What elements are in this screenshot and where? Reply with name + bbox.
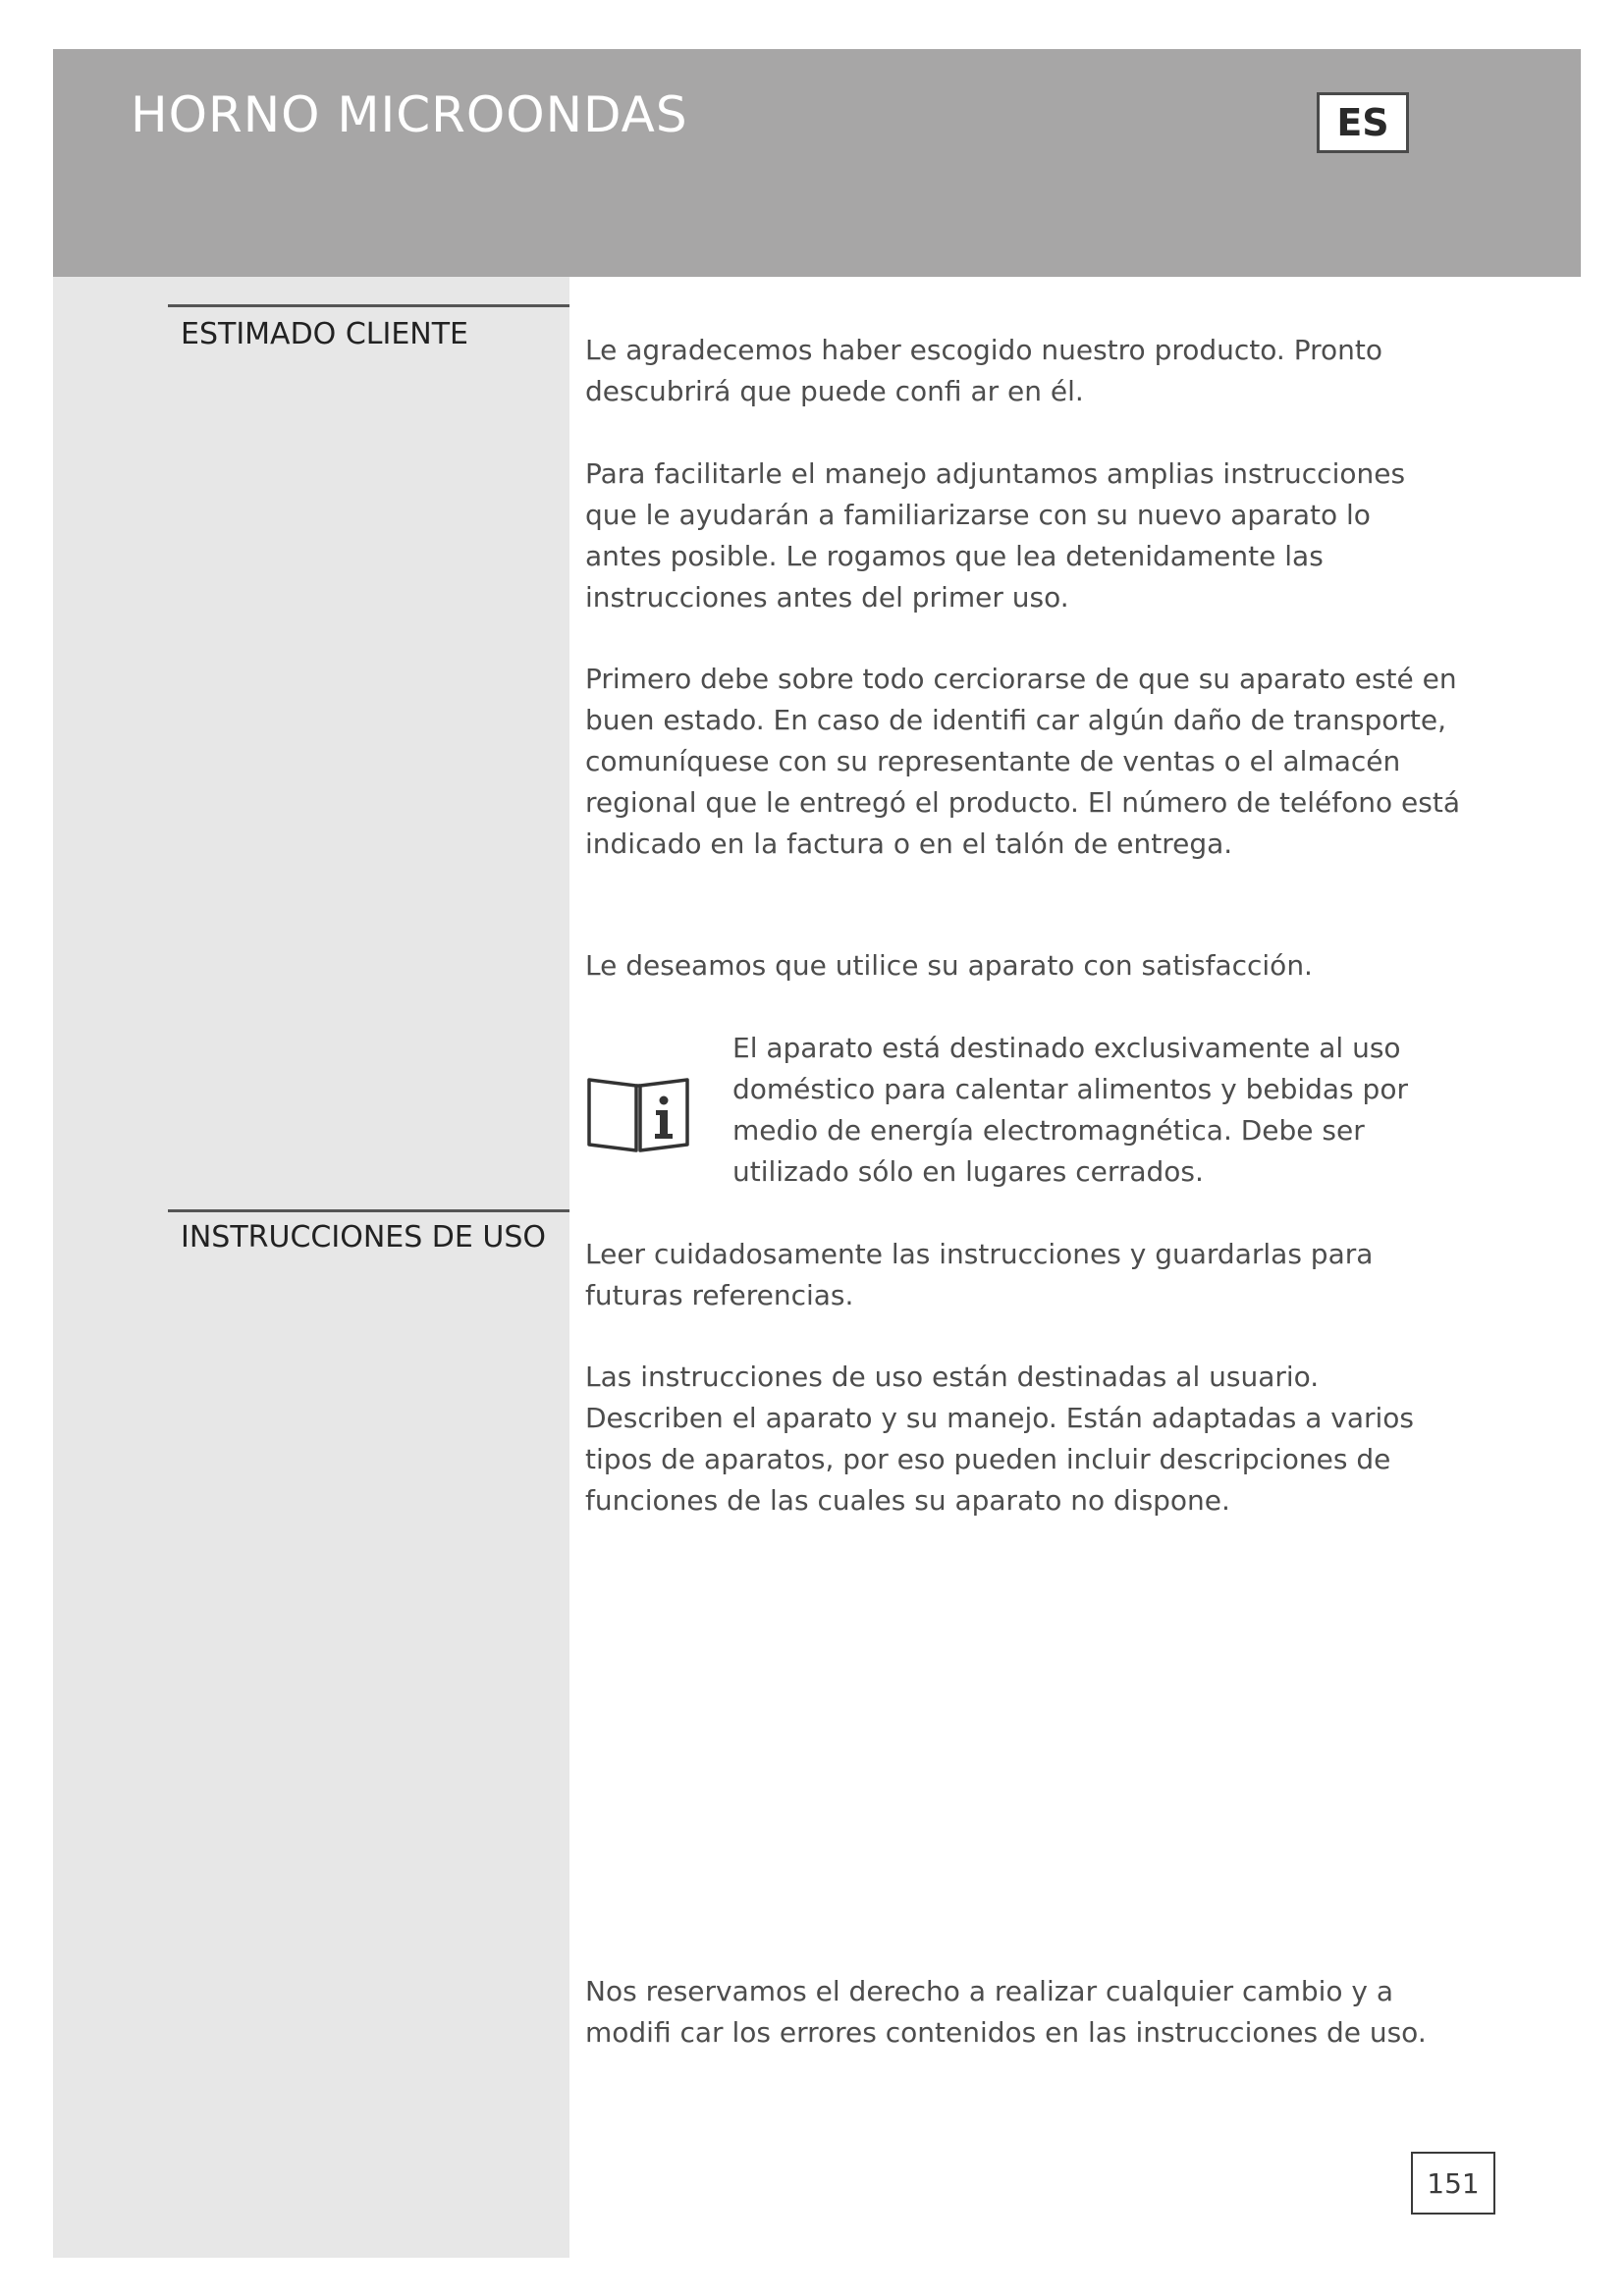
paragraph-satisfaccion: Le deseamos que utilice su aparato con satisfacción. bbox=[585, 949, 1313, 982]
paragraph-manejo: Para facilitarle el manejo adjuntamos amplias instrucciones que le ayudarán a familiarizarse con su nuevo aparato lo antes posible. Le rogamos que lea detenidamente las instrucciones antes del primer uso. bbox=[585, 457, 1406, 614]
paragraph-agradecimiento: Le agradecemos haber escogido nuestro producto. Pronto descubrirá que puede confi ar en él. bbox=[585, 334, 1382, 407]
info-manual-icon bbox=[585, 1072, 691, 1154]
paragraph-destinadas-usuario: Las instrucciones de uso están destinadas al usuario. Describen el aparato y su manejo. Están adaptadas a varios tipos de aparatos, por eso pueden incluir descripciones de funciones de las cuales su aparato no dispone. bbox=[585, 1361, 1414, 1517]
language-badge: ES bbox=[1317, 92, 1409, 153]
page-header bbox=[53, 49, 1581, 277]
section-heading-instrucciones-de-uso: INSTRUCCIONES DE USO bbox=[181, 1220, 546, 1255]
section-divider-estimado-cliente bbox=[168, 304, 569, 307]
note-uso-domestico: El aparato está destinado exclusivamente al uso doméstico para calentar alimentos y bebidas por medio de energía electromagnética. Debe ser utilizado sólo en lugares cerrados. bbox=[732, 1032, 1408, 1188]
page-number: 151 bbox=[1411, 2152, 1495, 2215]
paragraph-leer-instrucciones: Leer cuidadosamente las instrucciones y guardarlas para futuras referencias. bbox=[585, 1238, 1374, 1311]
sidebar-column bbox=[53, 277, 569, 2258]
section-heading-estimado-cliente: ESTIMADO CLIENTE bbox=[181, 317, 469, 351]
paragraph-estado-aparato: Primero debe sobre todo cerciorarse de que su aparato esté en buen estado. En caso de identifi car algún daño de transporte, comuníquese con su representante de ventas o el almacén regional que le entregó el producto. El número de teléfono está indicado en la factura o en el talón de entrega. bbox=[585, 663, 1460, 860]
paragraph-derecho-cambios: Nos reservamos el derecho a realizar cualquier cambio y a modifi car los errores contenidos en las instrucciones de uso. bbox=[585, 1975, 1427, 2049]
section-divider-instrucciones-de-uso bbox=[168, 1209, 569, 1212]
document-title: HORNO MICROONDAS bbox=[131, 86, 688, 143]
